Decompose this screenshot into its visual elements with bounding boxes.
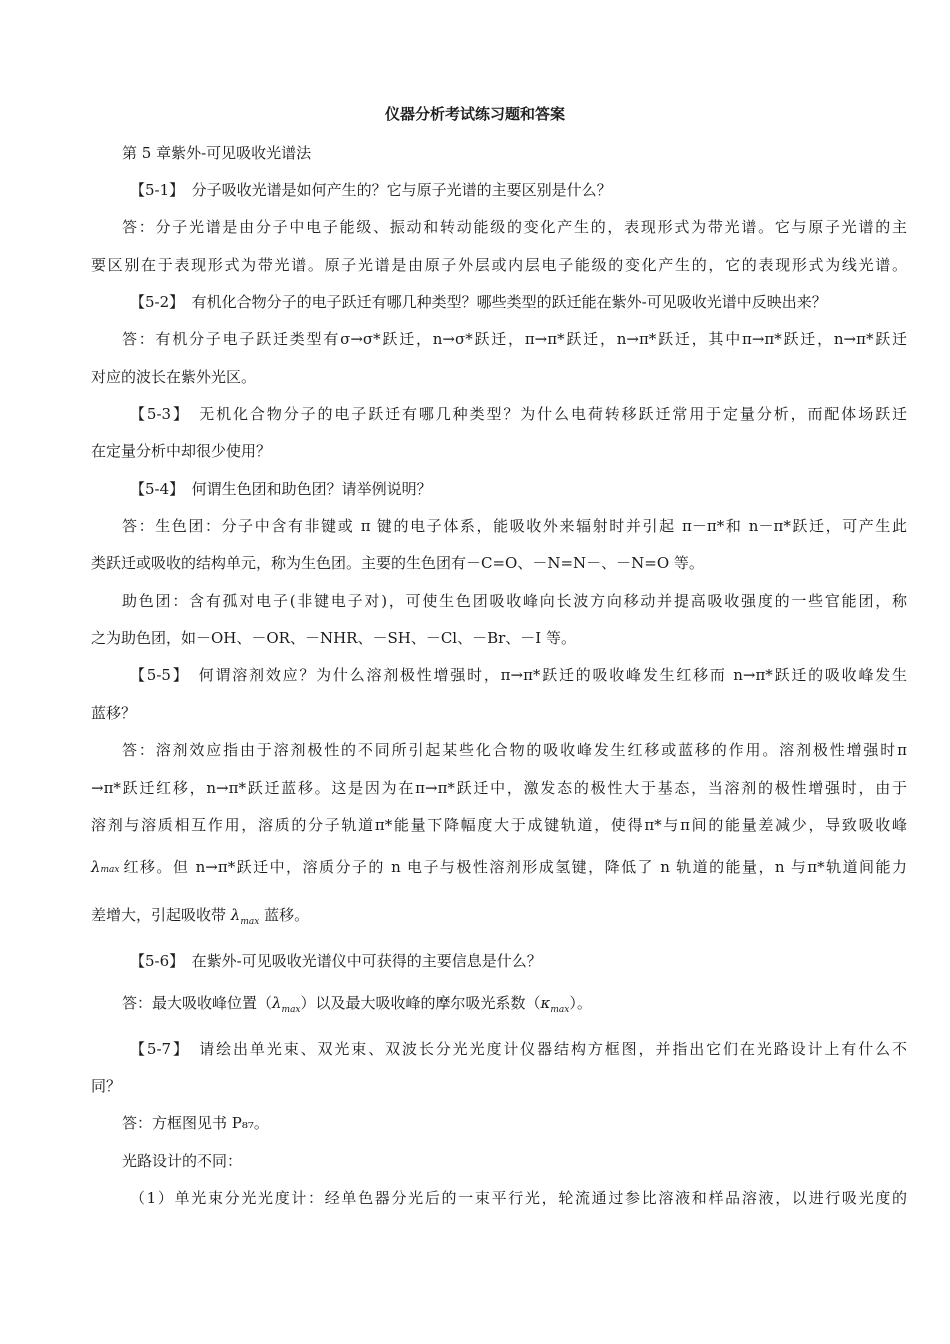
question-5-1: 【5-1】 分子吸收光谱是如何产生的？它与原子光谱的主要区别是什么？ (130, 181, 612, 199)
question-5-7-line-1: 【5-7】 请绘出单光束、双光束、双波长分光光度计仪器结构方框图，并指出它们在光路设计上有什么不 (130, 1040, 907, 1058)
answer-5-5-line-5 (91, 905, 309, 932)
question-5-5-line-2: 蓝移？ (91, 704, 137, 722)
answer-5-5-line-5-tail: 蓝移。 (264, 906, 310, 924)
answer-5-6-text-3: ）。 (569, 994, 592, 1012)
answer-5-6-text-2: ）以及最大吸收峰的摩尔吸光系数（ (300, 994, 541, 1012)
kappa-symbol: κ (540, 994, 551, 1012)
question-5-4: 【5-4】 何谓生色团和助色团？请举例说明？ (130, 480, 432, 498)
answer-5-6-text-1: 答：最大吸收峰位置（ (122, 994, 273, 1012)
answer-5-4-line-3: 助色团：含有孤对电子(非键电子对)，可使生色团吸收峰向长波方向移动并提高吸收强度的一些官能团，称 (122, 592, 907, 610)
lambda-symbol: λ (91, 858, 101, 876)
answer-5-4-line-1: 答：生色团：分子中含有非键或 π 键的电子体系，能吸收外来辐射时并引起 π－π*和 n－π*跃迁，可产生此 (122, 517, 907, 535)
answer-5-7-line-1: 答：方框图见书 P₈₇。 (122, 1114, 269, 1132)
answer-5-2-line-2: 对应的波长在紫外光区。 (91, 368, 257, 386)
answer-5-1-line-1: 答：分子光谱是由分子中电子能级、振动和转动能级的变化产生的，表现形式为带光谱。它与原子光谱的主 (122, 218, 907, 236)
max-subscript: max (240, 917, 260, 927)
lambda-symbol: λ (272, 994, 282, 1012)
question-5-3-line-1: 【5-3】 无机化合物分子的电子跃迁有哪几种类型？为什么电荷转移跃迁常用于定量分析，而配体场跃迁 (130, 405, 907, 423)
answer-5-5-line-1: 答：溶剂效应指由于溶剂极性的不同所引起某些化合物的吸收峰发生红移或蓝移的作用。溶剂极性增强时π (122, 741, 907, 759)
lambda-symbol: λ (230, 906, 241, 924)
question-5-6: 【5-6】 在紫外-可见吸收光谱仪中可获得的主要信息是什么？ (130, 952, 542, 970)
answer-5-5-line-5-text: 差增大，引起吸收带 (91, 906, 227, 924)
max-subscript: max (100, 865, 120, 875)
question-5-3-line-2: 在定量分析中却很少使用？ (91, 442, 272, 460)
answer-5-5-line-4 (91, 857, 907, 880)
answer-5-4-line-2: 类跃迁或吸收的结构单元，称为生色团。主要的生色团有－C=O、－N=N－、－N=O 等。 (91, 554, 704, 572)
max-subscript: max (550, 1005, 570, 1015)
answer-5-5-line-2: →π*跃迁红移，n→π*跃迁蓝移。这是因为在π→π*跃迁中，激发态的极性大于基态，当溶剂的极性增强时，由于 (91, 779, 907, 797)
answer-5-4-line-4: 之为助色团，如－OH、－OR、－NHR、－SH、－Cl、－Br、－I 等。 (91, 629, 576, 647)
document-title: 仪器分析考试练习题和答案 (384, 105, 565, 123)
answer-5-1-line-2: 要区别在于表现形式为带光谱。原子光谱是由原子外层或内层电子能级的变化产生的，它的表现形式为线光谱。 (91, 256, 907, 274)
answer-5-5-line-3: 溶剂与溶质相互作用，溶质的分子轨道π*能量下降幅度大于成键轨道，使得π*与π间的能量差减少，导致吸收峰 (91, 816, 907, 834)
answer-5-6 (122, 993, 592, 1020)
answer-5-2-line-1: 答：有机分子电子跃迁类型有σ→σ*跃迁，n→σ*跃迁，π→π*跃迁，n→π*跃迁，其中π→π*跃迁，n→π*跃迁 (122, 330, 907, 348)
answer-5-7-line-2: 光路设计的不同： (122, 1152, 243, 1170)
question-5-2: 【5-2】 有机化合物分子的电子跃迁有哪几种类型？哪些类型的跃迁能在紫外-可见吸收光谱中反映出来？ (130, 293, 827, 311)
question-5-5-line-1: 【5-5】 何谓溶剂效应？为什么溶剂极性增强时，π→π*跃迁的吸收峰发生红移而 n→π*跃迁的吸收峰发生 (130, 666, 907, 684)
chapter-heading: 第 5 章紫外-可见吸收光谱法 (122, 144, 312, 162)
answer-5-5-line-4-text: 红移。但 n→π*跃迁中，溶质分子的 n 电子与极性溶剂形成氢键，降低了 n 轨道的能量，n 与π*轨道间能力 (123, 858, 907, 876)
max-subscript: max (281, 1005, 301, 1015)
answer-5-7-line-3: （1）单光束分光光度计：经单色器分光后的一束平行光，轮流通过参比溶液和样品溶液，以进行吸光度的 (130, 1189, 907, 1207)
question-5-7-line-2: 同？ (91, 1077, 122, 1095)
